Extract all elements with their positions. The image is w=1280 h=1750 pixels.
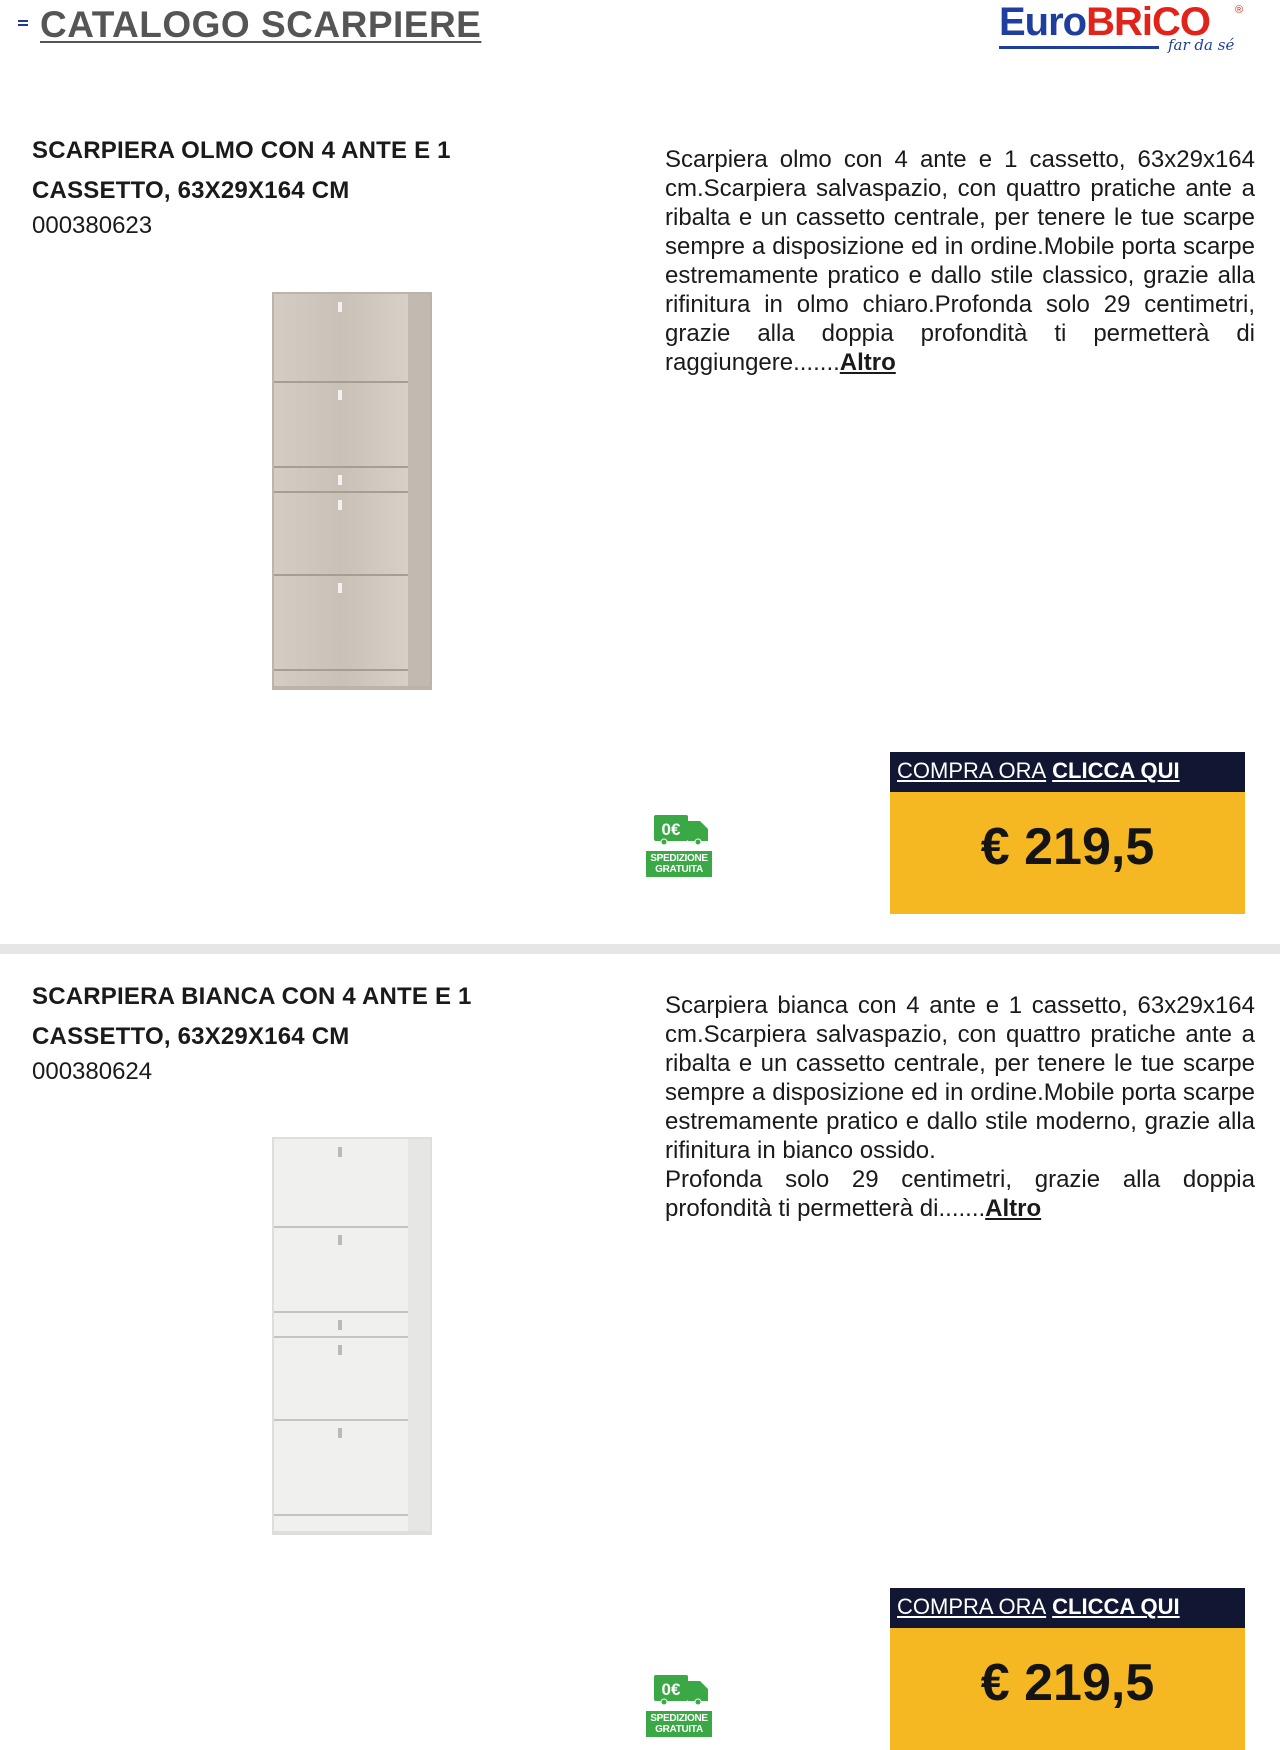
svg-text:0€: 0€ bbox=[661, 820, 681, 839]
product-description: Scarpiera olmo con 4 ante e 1 cassetto, 63x29x164 cm.Scarpiera salvaspazio, con quattro pratiche ante a ribalta e un cassetto centrale, per tenere le tue scarpe sempre a disposizione ed in ordine.Mobile porta scarpe estremamente pratico e dallo stile classico, grazie alla rifinitura in olmo chiaro.Profonda solo 29 centimetri, grazie alla doppia profondità ti permetterà di raggiungere.......Altro bbox=[665, 146, 1255, 376]
product-image bbox=[270, 1135, 435, 1540]
more-link[interactable]: Altro bbox=[839, 349, 896, 376]
product-price: € 219,5 bbox=[980, 1654, 1155, 1712]
more-link[interactable]: Altro bbox=[985, 1195, 1042, 1222]
product-card bbox=[0, 95, 1280, 945]
product-description: Scarpiera bianca con 4 ante e 1 cassetto, 63x29x164 cm.Scarpiera salvaspazio, con quattro pratiche ante a ribalta e un cassetto centrale, per tenere le tue scarpe sempre a disposizione ed in ordine.Mobile porta scarpe estremamente pratico e dallo stile moderno, grazie alla rifinitura in bianco ossido. Profonda solo 29 centimetri, grazie alla doppia profondità ti permetterà di.......Altro bbox=[665, 992, 1255, 1222]
buy-now-bar[interactable] bbox=[890, 752, 1245, 792]
free-shipping-badge: 0€ SPEDIZIONE GRATUITA bbox=[646, 1673, 714, 1741]
price-box bbox=[890, 792, 1245, 914]
truck-icon bbox=[654, 813, 710, 845]
buy-now-link[interactable]: COMPRA ORA bbox=[897, 1594, 1047, 1619]
product-title: SCARPIERA BIANCA CON 4 ANTE E 1 CASSETTO, 63X29X164 CM bbox=[32, 983, 472, 1050]
click-here-link[interactable]: CLICCA QUI bbox=[1052, 1594, 1180, 1619]
truck-icon bbox=[654, 1673, 710, 1705]
buy-now-bar[interactable] bbox=[890, 1588, 1245, 1628]
buy-box bbox=[890, 752, 1245, 914]
page-header bbox=[0, 0, 1280, 80]
price-box bbox=[890, 1628, 1245, 1750]
product-card bbox=[0, 955, 1280, 1750]
buy-now-link[interactable]: COMPRA ORA bbox=[897, 758, 1047, 783]
product-price: € 219,5 bbox=[980, 818, 1155, 876]
product-title: SCARPIERA OLMO CON 4 ANTE E 1 CASSETTO, 63X29X164 CM bbox=[32, 137, 451, 204]
divider bbox=[0, 944, 1280, 954]
buy-box bbox=[890, 1588, 1245, 1750]
svg-text:0€: 0€ bbox=[661, 1680, 681, 1699]
product-code: 000380623 bbox=[32, 212, 153, 239]
click-here-link[interactable]: CLICCA QUI bbox=[1052, 758, 1180, 783]
product-code: 000380624 bbox=[32, 1058, 153, 1085]
eurobrico-logo: EuroBRiCO ® far da sé bbox=[999, 0, 1244, 54]
menu-icon[interactable] bbox=[18, 20, 28, 28]
product-image bbox=[270, 290, 435, 695]
page-title[interactable]: CATALOGO SCARPIERE bbox=[40, 4, 482, 45]
free-shipping-badge: 0€ SPEDIZIONE GRATUITA bbox=[646, 813, 714, 881]
